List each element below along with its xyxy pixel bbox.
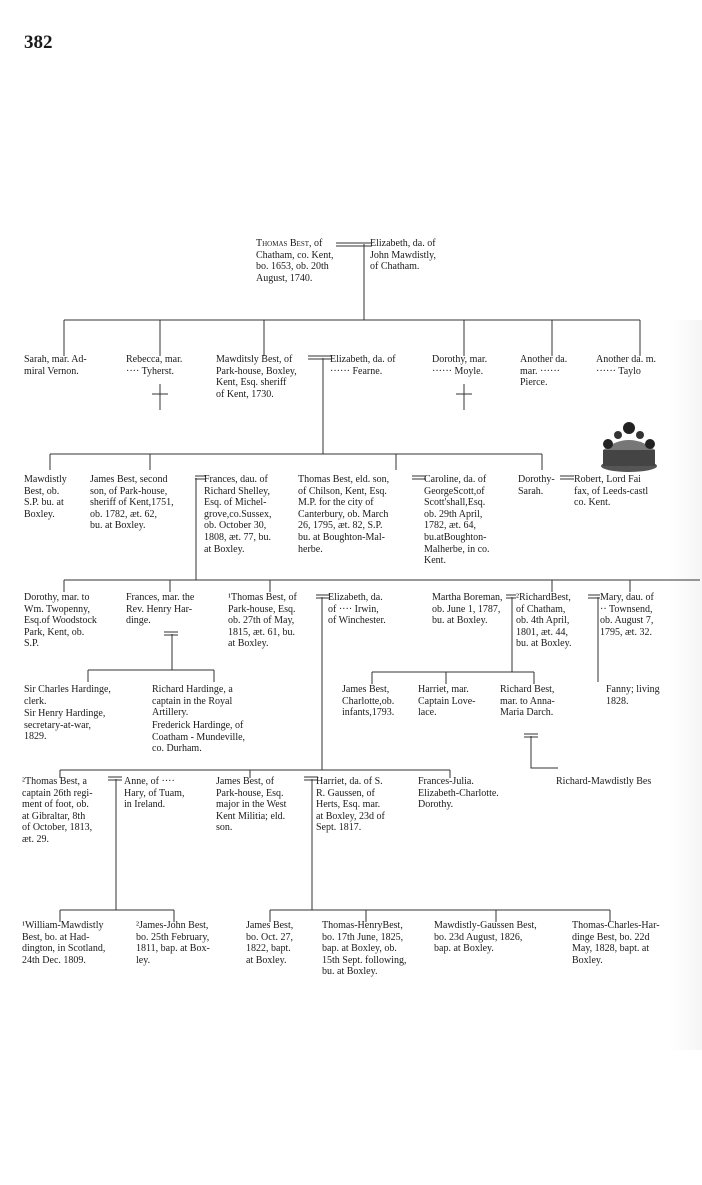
person-entry-dorothy-sarah — [518, 474, 555, 497]
entry-line: bo. Oct. 27, — [246, 931, 293, 943]
entry-line: Coatham - Mundeville, — [152, 731, 246, 743]
person-entry-thomas-henry — [322, 920, 406, 978]
entry-line: of Chatham, — [516, 603, 566, 615]
entry-line: bo. 17th June, 1825, — [322, 931, 404, 943]
entry-line: Kent. — [424, 555, 446, 567]
entry-line: mar. to Anna- — [500, 695, 555, 707]
entry-line: infants,1793. — [342, 707, 395, 719]
person-entry-richard-best-1801 — [516, 592, 571, 650]
entry-line: 1782, æt. 64, — [424, 520, 476, 532]
entry-line: 15th Sept. following, — [322, 954, 407, 966]
entry-line: Robert, Lord Fai — [574, 474, 641, 485]
entry-line: Sarah. — [518, 485, 544, 497]
entry-line: John Mawdistly, — [370, 249, 437, 261]
entry-line: Park-house, Esq. — [216, 787, 284, 799]
entry-line: bo. 1653, ob. 20th — [256, 261, 329, 273]
entry-line: son. — [216, 822, 233, 834]
person-entry-thomas-charles — [572, 920, 660, 966]
entry-line: Elizabeth, da. — [328, 592, 383, 603]
entry-line: GeorgeScott,of — [424, 485, 485, 497]
person-entry-mawdistly-best-sp — [24, 474, 67, 520]
entry-line: at Boxley. — [246, 954, 287, 966]
entry-line: Kent, Esq. sheriff — [216, 377, 287, 389]
entry-line: Sarah, mar. Ad- — [24, 354, 87, 365]
entry-line: ¹Thomas Best, of — [228, 592, 297, 603]
entry-line: Hary, of Tuam, — [124, 787, 185, 799]
entry-line: Mawditsly Best, of — [216, 354, 293, 365]
entry-line: Dorothy, mar. — [432, 354, 488, 365]
page-number: 382 — [24, 32, 53, 53]
person-entry-harriet-lovelace — [418, 684, 475, 719]
entry-line: Kent Militia; eld. — [216, 810, 286, 822]
entry-line: at Boxley. — [228, 638, 269, 650]
entry-line: Pierce. — [520, 377, 548, 389]
entry-line: Boxley. — [24, 508, 55, 520]
person-entry-elizabeth-fearne — [330, 354, 396, 377]
person-entry-sir-charles-hardinge — [24, 684, 111, 707]
entry-line: bu.atBoughton- — [424, 531, 487, 543]
entry-line: Fanny; living — [606, 684, 660, 695]
entry-line: ob. October 30, — [204, 520, 267, 532]
person-entry-james-best-1822 — [246, 920, 293, 966]
entry-line: Park-house, Boxley, — [216, 365, 297, 377]
entry-line: ley. — [136, 954, 151, 966]
entry-line: Another da. — [520, 354, 568, 365]
entry-line: Harriet, da. of S. — [316, 776, 383, 787]
entry-line: Canterbury, ob. March — [298, 508, 389, 520]
person-entry-fanny — [606, 684, 660, 707]
entry-line: secretary-at-war, — [24, 719, 92, 731]
entry-line: James Best, of — [216, 776, 275, 787]
entry-line: herbe. — [298, 543, 323, 555]
entry-line: Best, ob. — [24, 485, 60, 497]
entry-line: Rev. Henry Har- — [126, 603, 193, 615]
entry-line: S.P. bu. at — [24, 497, 64, 509]
entry-line: captain 26th regi- — [22, 787, 93, 799]
entry-line: ·· Townsend, — [600, 603, 653, 615]
entry-line: at Gibraltar, 8th — [22, 810, 86, 822]
entry-line: 26, 1795, æt. 82, S.P. — [298, 520, 383, 532]
entry-line: 24th Dec. 1809. — [22, 954, 86, 966]
entry-line: Sir Charles Hardinge, — [24, 684, 111, 695]
entry-line: Thomas Best, eld. son, — [298, 474, 390, 485]
entry-line: Boxley. — [572, 954, 603, 966]
entry-line: Thomas-HenryBest, — [322, 920, 403, 931]
entry-line: Richard Shelley, — [204, 485, 271, 497]
entry-line: 1822, bapt. — [246, 943, 291, 955]
entry-line: Captain Love- — [418, 695, 476, 707]
page-edge-shadow — [668, 320, 702, 1050]
entry-line: Anne, of ···· — [124, 776, 175, 787]
entry-line: grove,co.Sussex, — [204, 508, 272, 520]
entry-line: S.P. — [24, 638, 40, 650]
entry-line: ob. June 1, 1787, — [432, 603, 501, 615]
person-entry-another-taylor — [596, 354, 656, 377]
entry-line: James Best, — [246, 920, 294, 931]
entry-line: bap. at Boxley. — [434, 943, 494, 955]
entry-line: Scott'shall,Esq. — [424, 497, 486, 509]
entry-line: bu. at Boxley. — [516, 638, 572, 650]
entry-line: Elizabeth, da. of — [370, 238, 436, 249]
person-entry-elizabeth-irwin — [328, 592, 386, 627]
entry-line: bu. at Boxley. — [432, 615, 488, 627]
entry-line: 1829. — [24, 731, 47, 743]
person-entry-james-best-militia — [216, 776, 286, 834]
person-entry-mawditsly-best — [216, 354, 297, 400]
entry-line: bu. at Boughton-Mal- — [298, 531, 385, 543]
person-entry-caroline-scott — [424, 474, 490, 567]
entry-line: ······ Fearne. — [330, 365, 383, 377]
entry-line: of Winchester. — [328, 615, 386, 627]
entry-line: ···· Tyherst. — [126, 365, 174, 377]
person-entry-james-best-second — [90, 474, 174, 532]
entry-line: Thomas-Charles-Har- — [572, 920, 660, 931]
person-entry-mary-townsend — [600, 592, 654, 638]
entry-line: Harriet, mar. — [418, 684, 469, 695]
entry-line: son, of Park-house, — [90, 485, 168, 497]
entry-line: bo. 23d August, 1826, — [434, 931, 523, 943]
entry-line: ob. 29th April, — [424, 508, 483, 520]
person-entry-richard-best-darch — [500, 684, 555, 719]
entry-line: of October, 1813, — [22, 822, 93, 834]
entry-line: Frances-Julia. — [418, 776, 474, 787]
entry-line: Park-house, Esq. — [228, 603, 296, 615]
entry-line: Chatham, co. Kent, — [256, 249, 334, 261]
entry-line: major in the West — [216, 799, 287, 811]
entry-line: Artillery. — [152, 707, 189, 719]
entry-line: Esq. of Michel- — [204, 497, 267, 509]
person-entry-james-best-charlotte — [342, 684, 394, 719]
person-entry-james-john — [136, 920, 210, 966]
entry-line: of Chilson, Kent, Esq. — [298, 485, 387, 497]
entry-line: of ···· Irwin, — [328, 603, 379, 615]
entry-line: fax, of Leeds-castl — [574, 485, 649, 497]
entry-line: 1795, æt. 32. — [600, 626, 652, 638]
entry-line: of Kent, 1730. — [216, 388, 274, 400]
person-entry-dorothy-moyle — [432, 354, 487, 377]
entry-line: Martha Boreman, — [432, 592, 503, 603]
person-entry-frederick-hardinge — [152, 720, 245, 755]
entry-line: bap. at Boxley, ob. — [322, 943, 397, 955]
entry-line: Sir Henry Hardinge, — [24, 708, 106, 719]
entry-line: Mawdistly-Gaussen Best, — [434, 920, 537, 931]
entry-line: Herts, Esq. mar. — [316, 799, 381, 811]
person-entry-richard-mawdistly — [556, 776, 651, 788]
entry-line: Elizabeth, da. of — [330, 354, 396, 365]
entry-line: M.P. for the city of — [298, 497, 374, 509]
entry-line: dington, in Scotland, — [22, 943, 106, 955]
person-entry-another-pierce — [520, 354, 567, 389]
entry-line: Dorothy- — [518, 474, 555, 485]
entry-line: Rebecca, mar. — [126, 354, 183, 365]
entry-line: Elizabeth-Charlotte. — [418, 787, 499, 799]
entry-line: Dorothy. — [418, 799, 454, 811]
entry-line: at Boxley. — [204, 543, 245, 555]
person-entry-elizabeth-mawdistly — [370, 238, 436, 273]
entry-line: Mawdistly — [24, 474, 67, 485]
entry-line: of Chatham. — [370, 261, 420, 273]
person-entry-thomas-best-1653 — [256, 238, 333, 284]
entry-line: Dorothy, mar. to — [24, 592, 90, 603]
entry-line: Mary, dau. of — [600, 592, 654, 603]
entry-line: May, 1828, bapt. at — [572, 943, 650, 955]
entry-line: in Ireland. — [124, 799, 166, 811]
entry-line: æt. 29. — [22, 833, 49, 845]
person-entry-thomas-best-1815 — [228, 592, 297, 650]
person-entry-frances-shelley — [204, 474, 272, 555]
person-entry-anne-hary — [124, 776, 184, 811]
coronet-icon — [598, 418, 660, 476]
person-entry-thomas-best-1813 — [22, 776, 93, 846]
entry-line: August, 1740. — [256, 272, 313, 284]
entry-line: Maria Darch. — [500, 707, 554, 719]
entry-line: bu. at Boxley. — [90, 520, 146, 532]
entry-line: dinge Best, bo. 22d — [572, 931, 650, 943]
entry-line: mar. ······ — [520, 365, 560, 377]
person-entry-harriet-gaussen — [316, 776, 385, 834]
person-entry-dorothy-twopenny — [24, 592, 97, 650]
entry-line: ······ Moyle. — [432, 365, 484, 377]
entry-line: ¹William-Mawdistly — [22, 920, 104, 931]
entry-line: James Best, — [342, 684, 390, 695]
entry-line: ²Thomas Best, a — [22, 776, 87, 787]
entry-line: miral Vernon. — [24, 365, 79, 377]
entry-line: 1801, æt. 44, — [516, 626, 568, 638]
entry-line: Park, Kent, ob. — [24, 626, 85, 638]
entry-line: lace. — [418, 707, 437, 719]
person-entry-robert-fairfax — [574, 474, 648, 509]
entry-line: sheriff of Kent,1751, — [90, 497, 174, 509]
entry-line: Thomas Best, of — [256, 238, 323, 249]
entry-line: ²RichardBest, — [516, 592, 571, 603]
entry-line: Charlotte,ob. — [342, 695, 395, 707]
entry-line: Best, bo. at Had- — [22, 931, 90, 943]
entry-line: ob. 27th of May, — [228, 615, 295, 627]
entry-line: captain in the Royal — [152, 695, 233, 707]
person-entry-rebecca — [126, 354, 182, 377]
entry-line: bu. at Boxley. — [322, 966, 378, 978]
entry-line: Wm. Twopenny, — [24, 603, 90, 615]
entry-line: Frances, mar. the — [126, 592, 195, 603]
person-entry-sarah — [24, 354, 87, 377]
entry-line: co. Kent. — [574, 497, 611, 509]
entry-line: 1828. — [606, 695, 629, 707]
entry-line: ob. 1782, æt. 62, — [90, 508, 157, 520]
entry-line: Frederick Hardinge, of — [152, 720, 244, 731]
person-entry-frances-hardinge — [126, 592, 194, 627]
entry-line: James Best, second — [90, 474, 168, 485]
entry-line: 1808, æt. 77, bu. — [204, 531, 271, 543]
entry-line: Malherbe, in co. — [424, 543, 490, 555]
entry-line: at Boxley, 23d of — [316, 810, 385, 822]
entry-line: R. Gaussen, of — [316, 787, 375, 799]
entry-line: 1815, æt. 61, bu. — [228, 626, 295, 638]
entry-line: Richard Best, — [500, 684, 555, 695]
entry-line: Richard Hardinge, a — [152, 684, 233, 695]
person-entry-richard-hardinge — [152, 684, 233, 719]
entry-line: Richard-Mawdistly Bes — [556, 776, 652, 787]
person-entry-thomas-best-eld — [298, 474, 389, 555]
entry-line: clerk. — [24, 695, 47, 707]
person-entry-mawdistly-gaussen — [434, 920, 537, 955]
entry-line: Sept. 1817. — [316, 822, 362, 834]
entry-line: ²James-John Best, — [136, 920, 209, 931]
entry-line: ob. 4th April, — [516, 615, 570, 627]
person-entry-william-mawdistly — [22, 920, 105, 966]
entry-line: Another da. m. — [596, 354, 656, 365]
entry-line: ob. August 7, — [600, 615, 654, 627]
entry-line: co. Durham. — [152, 743, 202, 755]
person-entry-martha-boreman — [432, 592, 503, 627]
entry-line: Frances, dau. of — [204, 474, 268, 485]
entry-line: bo. 25th February, — [136, 931, 210, 943]
entry-line: ······ Taylo — [596, 365, 641, 377]
person-entry-sir-henry-hardinge — [24, 708, 105, 743]
entry-line: 1811, bap. at Box- — [136, 943, 210, 955]
entry-line: Esq.of Woodstock — [24, 615, 97, 627]
entry-line: dinge. — [126, 615, 151, 627]
entry-line: Caroline, da. of — [424, 474, 487, 485]
entry-line: ment of foot, ob. — [22, 799, 89, 811]
person-entry-frances-julia — [418, 776, 499, 811]
